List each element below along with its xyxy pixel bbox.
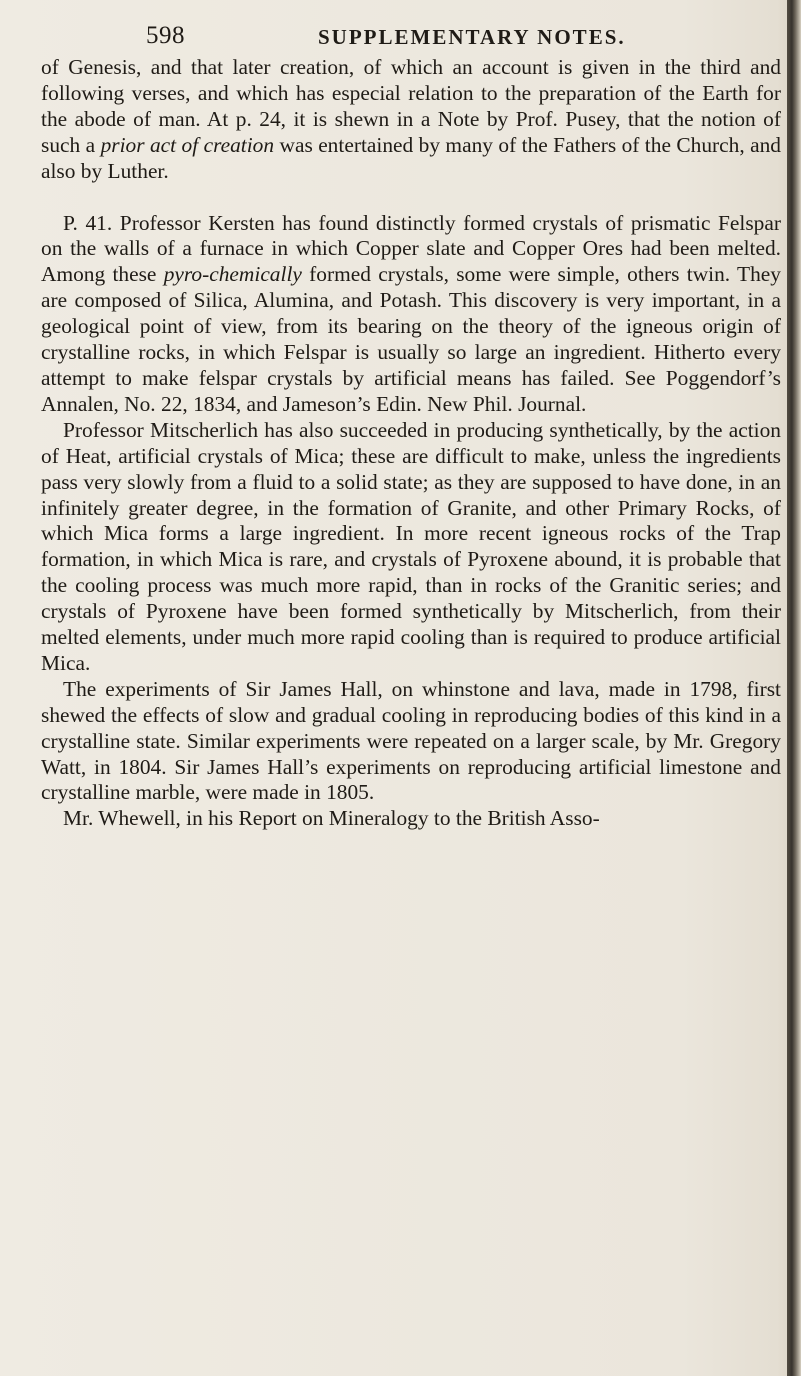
text-segment: P. 41. Professor Kersten has found distinctly formed crystals of prismatic Felspar on the walls of a furnace in which Copper slate and Copper Ores had been melted. Among these [41,210,781,287]
paragraph-kersten [41,211,781,418]
paragraph-whewell [41,806,781,832]
page-number: 598 [146,22,185,49]
body-text [41,55,781,832]
italic-segment: prior act of creation [100,132,275,157]
text-segment: of Genesis, and that later creation, of which an account is given in the third and following verses, and which has especial relation to the preparation of the Earth for the abode of man. At p. 24, it is shewn in a Note by Prof. Pusey, that the notion of such a [41,55,781,157]
binding-gutter [787,0,801,1376]
paragraph-mitscherlich [41,418,781,677]
paragraph-genesis [41,55,781,185]
text-segment: Mr. Whewell, in his Report on Mineralogy to the British Asso- [63,806,600,831]
text-segment: Professor Mitscherlich has also succeeded in producing synthetically, by the action of Heat, artificial crystals of Mica; these are difficult to make, unless the ingredients pass very slowly from a fluid to a solid state; as they are supposed to have done, in an infinitely greater degree, in the formation of Granite, and other Primary Rocks, of which Mica forms a large ingredient. In more recent igneous rocks of the Trap formation, in which Mica is rare, and crystals of Pyroxene abound, it is probable that the cooling process was much more rapid, than in rocks of the Granitic series; and crystals of Pyroxene have been formed synthetically by Mitscherlich, from their melted elements, under much more rapid cooling than is required to produce artificial Mica. [41,417,781,675]
italic-segment: pyro-chemically [163,262,302,287]
text-segment: formed crystals, some were simple, others twin. They are composed of Silica, Alumina, and Potash. This discovery is very important, in a geological point of view, from its bearing on the theory of the igneous origin of crystalline rocks, in which Felspar is usually so large an ingredient. Hitherto every attempt to make felspar crystals by artificial means has failed. See Poggendorf’s Annalen, No. 22, 1834, and Jameson’s Edin. New Phil. Journal. [41,262,781,416]
paragraph-hall [41,677,781,807]
text-segment: The experiments of Sir James Hall, on whinstone and lava, made in 1798, first shewed the effects of slow and gradual cooling in reproducing bodies of this kind in a crystalline state. Similar experiments were repeated on a larger scale, by Mr. Gregory Watt, in 1804. Sir James Hall’s experiments on reproducing artificial limestone and crystalline marble, were made in 1805. [41,676,781,805]
text-segment: was entertained by many of the Fathers of the Church, and also by Luther. [41,132,781,183]
running-head: SUPPLEMENTARY NOTES. [318,25,626,49]
